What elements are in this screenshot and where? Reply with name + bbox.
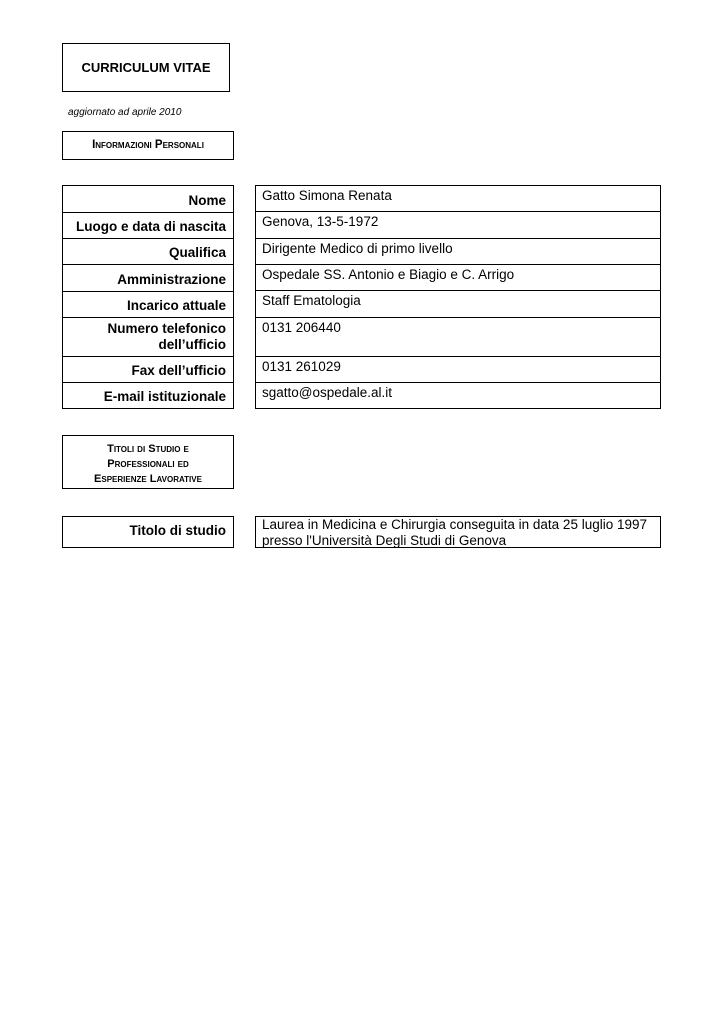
label-fax-text: Fax dell’ufficio <box>131 363 226 378</box>
value-fax <box>255 356 661 383</box>
value-email-text: sgatto@ospedale.al.it <box>262 385 393 400</box>
label-titolo-studio-text: Titolo di studio <box>129 523 226 538</box>
label-luogo-data <box>62 212 234 239</box>
value-titolo-studio-line1: Laurea in Medicina e Chirurgia conseguita in data 25 luglio 1997 <box>262 517 648 532</box>
value-luogo-data-text: Genova, 13-5-1972 <box>262 214 379 229</box>
value-fax-text: 0131 261029 <box>262 359 341 374</box>
value-titolo-studio-line2: presso l'Università Degli Studi di Genova <box>262 533 507 548</box>
label-amministrazione-text: Amministrazione <box>117 272 226 287</box>
value-nome <box>255 185 661 212</box>
cv-title <box>62 43 230 92</box>
label-email-text: E-mail istituzionale <box>103 389 226 404</box>
label-telefono-line2: dell’ufficio <box>158 337 226 352</box>
label-luogo-data-text: Luogo e data di nascita <box>75 219 226 234</box>
section-personal-info-text: Informazioni Personali <box>92 139 204 151</box>
cv-title-text: CURRICULUM VITAE <box>81 60 211 75</box>
value-titolo-studio <box>255 516 661 548</box>
label-fax <box>62 356 234 383</box>
section-studies-line3: Esperienze Lavorative <box>94 472 202 485</box>
value-incarico <box>255 290 661 318</box>
section-studies <box>62 435 234 489</box>
label-amministrazione <box>62 264 234 292</box>
label-telefono-line1: Numero telefonico <box>107 321 226 336</box>
label-incarico-text: Incarico attuale <box>126 298 226 313</box>
value-luogo-data <box>255 211 661 239</box>
value-qualifica-text: Dirigente Medico di primo livello <box>262 241 453 256</box>
value-qualifica <box>255 238 661 265</box>
section-studies-line2: Professionali ed <box>107 457 189 470</box>
label-qualifica <box>62 238 234 265</box>
value-telefono <box>255 317 661 357</box>
section-studies-text <box>94 442 202 487</box>
value-incarico-text: Staff Ematologia <box>262 293 361 308</box>
label-email <box>62 382 234 409</box>
label-titolo-studio <box>62 516 234 548</box>
value-nome-text: Gatto Simona Renata <box>262 188 392 203</box>
section-studies-line1: Titoli di Studio e <box>107 442 189 455</box>
label-telefono-text <box>107 321 226 353</box>
label-telefono <box>62 317 234 357</box>
label-nome-text: Nome <box>188 193 226 208</box>
section-personal-info <box>62 131 234 160</box>
label-nome <box>62 185 234 213</box>
updated-note: aggiornato ad aprile 2010 <box>68 107 182 118</box>
value-telefono-text: 0131 206440 <box>262 320 341 335</box>
value-amministrazione-text: Ospedale SS. Antonio e Biagio e C. Arrigo <box>262 267 515 282</box>
label-qualifica-text: Qualifica <box>168 245 226 260</box>
value-amministrazione <box>255 264 661 291</box>
label-incarico <box>62 291 234 318</box>
value-titolo-studio-text <box>262 517 654 549</box>
value-email <box>255 382 661 409</box>
